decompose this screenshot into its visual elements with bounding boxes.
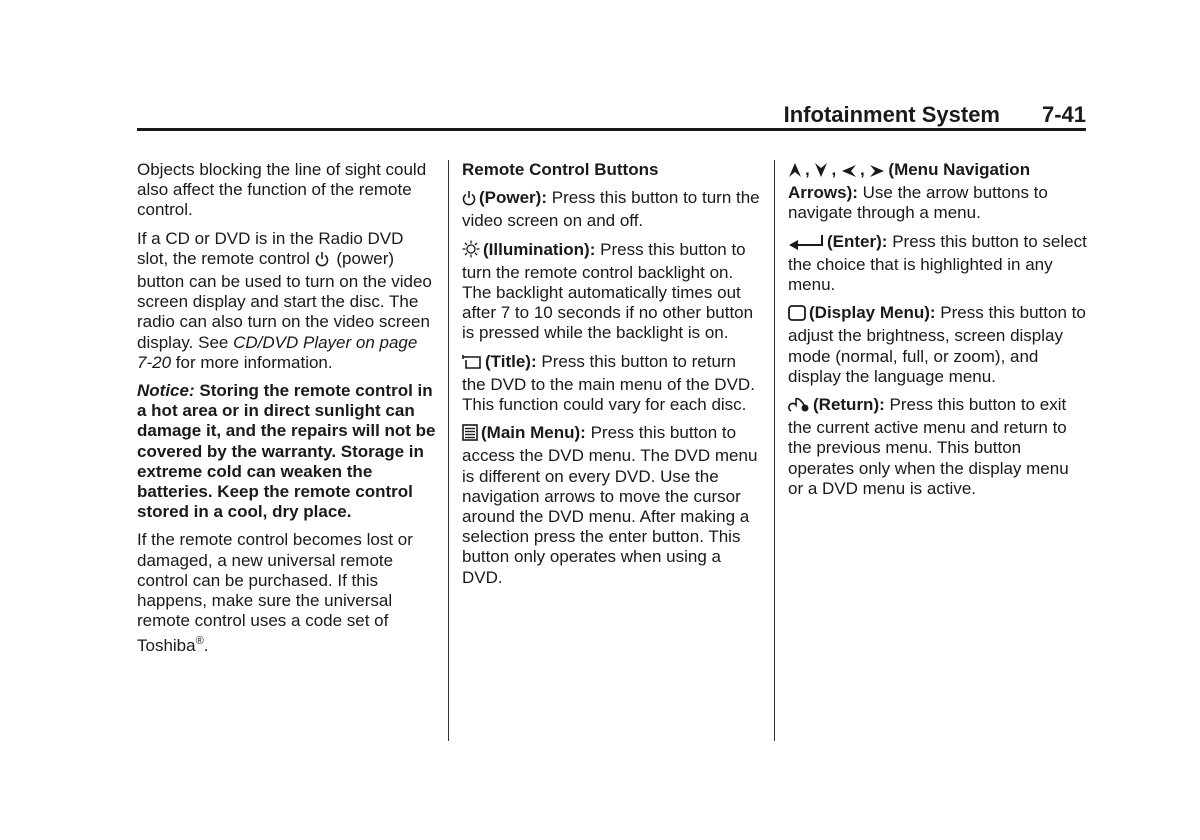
text-run: If a CD or DVD is in the Radio DVD slot, the remote control <box>137 228 404 268</box>
return-icon <box>788 397 810 418</box>
button-label: (Main Menu): <box>481 423 586 443</box>
column-divider <box>448 160 449 741</box>
arrow-up-icon <box>788 162 802 183</box>
section-heading: Remote Control Buttons <box>462 160 659 179</box>
enter-icon <box>788 234 824 255</box>
arrow-right-icon <box>869 163 885 183</box>
column-divider <box>774 160 775 741</box>
button-label: (Title): <box>485 351 537 371</box>
button-label: (Illumination): <box>483 239 596 259</box>
button-label: (Menu Navigation Arrows): <box>788 160 1031 203</box>
button-text: Press this button to select the choice that is highlighted in any menu. <box>788 231 1087 295</box>
button-description <box>462 240 762 344</box>
button-text: Press this button to exit the current active menu and return to the previous menu. This button operates only when the display menu or a DVD menu is active. <box>788 395 1069 498</box>
power-icon <box>462 190 476 211</box>
display-menu-icon <box>788 305 806 326</box>
column-right <box>788 160 1088 507</box>
button-description: , , , (Menu Navigation Arrows): Use the arrow buttons to navigate through a menu. <box>788 160 1048 223</box>
column-middle <box>462 160 762 596</box>
button-text: Use the arrow buttons to navigate through a menu. <box>788 183 1048 223</box>
text-run: . <box>203 636 209 656</box>
text-run: If the remote control becomes lost or damaged, a new universal remote control can be purchased. If this happens, make sure the universal remote control uses a code set of Toshiba <box>137 530 413 656</box>
button-text: Press this button to turn the remote control backlight on. The backlight automatically times out after 7 to 10 seconds if no other button is pressed while the backlight is on. <box>462 239 754 343</box>
column-left <box>137 160 437 665</box>
text-run: (power) button can be used to turn on the video screen display and start the disc. The radio can also turn on the video screen display. See <box>137 248 432 352</box>
page-header <box>137 100 1086 130</box>
button-description <box>462 188 762 231</box>
button-description <box>462 352 762 416</box>
button-label: (Power): <box>479 188 547 208</box>
paragraph <box>137 229 437 373</box>
button-text: Press this button to adjust the brightness, screen display mode (normal, full, or zoom), and display the language menu. <box>788 303 1086 386</box>
section-title: Infotainment System <box>783 102 1000 127</box>
title-icon <box>462 354 482 375</box>
arrow-left-icon <box>841 163 857 183</box>
button-text: Press this button to return the DVD to the main menu of the DVD. This function could vary for each disc. <box>462 351 755 415</box>
notice <box>137 381 437 522</box>
page-number: 7-41 <box>1041 102 1086 127</box>
button-text: Press this button to access the DVD menu. The DVD menu is different on every DVD. Use the navigation arrows to move the cursor around the DVD menu. After making a selection press the enter button. This button only operates when using a DVD. <box>462 423 758 587</box>
button-label: (Enter): <box>827 231 888 251</box>
button-description <box>788 395 1088 499</box>
button-description <box>462 423 762 588</box>
button-description <box>788 232 1088 296</box>
registered-mark: ® <box>195 635 204 648</box>
notice-label: Notice: <box>137 381 195 401</box>
button-label: (Display Menu): <box>809 303 936 323</box>
header-rule <box>137 128 1086 131</box>
button-label: (Return): <box>813 395 885 415</box>
paragraph <box>137 530 437 656</box>
cross-reference-link[interactable]: CD/DVD Player on page 7-20 <box>137 332 418 372</box>
illumination-icon <box>462 240 480 263</box>
button-description <box>788 303 1088 387</box>
paragraph: Objects blocking the line of sight could also affect the function of the remote control. <box>137 160 427 220</box>
button-text: Press this button to turn the video screen on and off. <box>462 188 760 231</box>
arrow-down-icon <box>814 162 828 183</box>
text-run: for more information. <box>175 352 333 372</box>
power-icon <box>315 251 329 272</box>
main-menu-icon <box>462 424 478 446</box>
notice-text: Storing the remote control in a hot area or in direct sunlight can damage it, and the repairs will not be covered by the warranty. Storage in extreme cold can weaken the batteries. Keep the remote control stored in a cool, dry place. <box>137 381 436 522</box>
